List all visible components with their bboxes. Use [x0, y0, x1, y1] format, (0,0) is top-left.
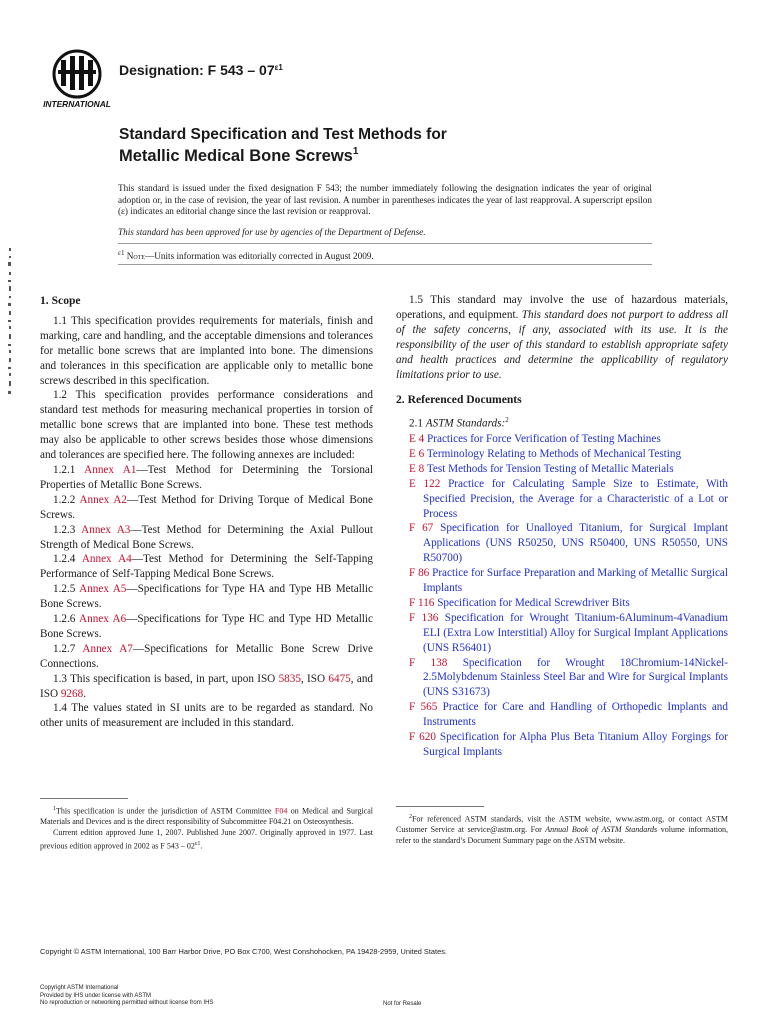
annex-num: 1.2.7 [53, 642, 76, 655]
ref-code[interactable]: F 138 [409, 656, 448, 669]
editorial-note [118, 249, 374, 261]
ref-item[interactable] [409, 566, 728, 596]
ref-code[interactable]: F 136 [409, 611, 439, 624]
ref-title[interactable]: Practice for Calculating Sample Size to Estimate, With Specified Precision, the Average for a Characteristic of a Lot or Process [423, 477, 728, 520]
not-for-resale: Not for Resale [383, 1001, 422, 1007]
iso-link[interactable]: 5835 [278, 672, 301, 685]
ref-code[interactable]: E 4 [409, 432, 425, 445]
ref-title[interactable]: Practice for Surface Preparation and Marking of Metallic Surgical Implants [423, 567, 728, 595]
page-title [119, 126, 447, 166]
p13-text: , and ISO [40, 672, 374, 700]
ref-item[interactable] [409, 700, 728, 730]
astm-logo [40, 48, 114, 110]
ref-title[interactable]: Test Methods for Tension Testing of Metallic Materials [426, 462, 674, 475]
ref-title[interactable]: Specification for Unalloyed Titanium, for Surgical Implant Applications (UNS R50250, UNS R50400, UNS R50550, UNS R50700) [423, 522, 729, 565]
ref-code[interactable]: F 67 [409, 522, 434, 535]
p13-text: , ISO [300, 672, 329, 685]
ref-code[interactable]: E 122 [409, 477, 441, 490]
logo-label: INTERNATIONAL [43, 99, 111, 109]
ref-item[interactable] [409, 611, 728, 656]
designation-epsilon: ε1 [274, 63, 283, 72]
annex-item [40, 463, 373, 493]
ref-code[interactable]: E 6 [409, 447, 425, 460]
designation [119, 62, 283, 78]
iso-link[interactable]: 6475 [328, 672, 351, 685]
note-mark: ε1 [118, 249, 125, 257]
footnote-1-para-b [40, 828, 373, 852]
footnote-2 [396, 812, 728, 847]
annex-num: 1.2.2 [53, 493, 76, 506]
paragraph-1-2: 1.2 This specification provides performance considerations and standard test methods for measuring mechanical properties in torsion of metallic bone screws that are implanted into bone. These test methods may also be applicable to other screws besides those whose dimensions and tolerances are specified here. The following annexes are included: [40, 389, 373, 462]
astm-standards-label [409, 413, 728, 432]
section-heading-refs: 2. Referenced Documents [396, 393, 522, 407]
ref-title[interactable]: Specification for Wrought Titanium-6Aluminum-4Vanadium ELI (Extra Low Interstitial) Alloy for Surgical Implant Applications (UNS R56401) [423, 611, 728, 654]
annex-link[interactable]: Annex A2 [79, 493, 127, 506]
ref-code[interactable]: F 86 [409, 567, 430, 580]
ihs-line: No reproduction or networking permitted without license from IHS [40, 1000, 214, 1007]
footnote-1-para-a [40, 804, 373, 828]
side-watermark [6, 248, 14, 398]
annex-item [40, 582, 373, 612]
ref-list [409, 432, 728, 760]
ref-item[interactable] [409, 462, 728, 477]
note-text: —Units information was editorially corrected in August 2009. [145, 251, 374, 262]
ref-item[interactable] [409, 596, 728, 611]
footnote-mark: 1 [53, 806, 56, 812]
footnote-divider [40, 798, 128, 799]
annex-item [40, 552, 373, 582]
footnote-1 [40, 804, 373, 852]
ref-title[interactable]: Specification for Alpha Plus Beta Titanium Alloy Forgings for Surgical Implants [423, 731, 729, 759]
ref-item[interactable] [409, 477, 728, 522]
designation-text: Designation: F 543 – 07 [119, 62, 275, 78]
title-line-2 [119, 146, 447, 166]
ihs-line: Provided by IHS under license with ASTM [40, 992, 152, 999]
ref-item[interactable] [409, 432, 728, 447]
paragraph-1-5 [396, 293, 728, 382]
annex-text: —Test Method for Determining the Self-Tapping Performance of Self-Tapping Medical Bone Screws. [40, 553, 373, 581]
annex-link[interactable]: Annex A1 [84, 463, 137, 476]
section-heading-scope: 1. Scope [40, 294, 81, 307]
note-label: Note [126, 251, 146, 262]
fn-text: For referenced ASTM standards, visit the ASTM website, www.astm.org, or contact ASTM Customer Service at service@astm.org. For [396, 814, 728, 835]
ref-code[interactable]: F 565 [409, 701, 438, 714]
paragraph-1-3 [40, 672, 373, 702]
sub-num: 2.1 [409, 418, 426, 431]
ref-item[interactable] [409, 730, 728, 760]
annex-text: —Specifications for Type HC and Type HD Metallic Bone Screws. [40, 613, 373, 640]
annex-text: —Specifications for Metallic Bone Screw Drive Connections. [40, 642, 373, 670]
ihs-line: Copyright ASTM International [40, 985, 119, 991]
p15-italic: This standard does not purport to address all of the safety concerns, if any, associated with its use. It is the responsibility of the user of this standard to establish appropriate safety and health practices and determine the applicability of regulatory limitations prior to use. [396, 308, 729, 381]
right-column [396, 292, 728, 760]
ref-item[interactable] [409, 521, 728, 566]
annex-item [40, 523, 373, 553]
fn-text: . [200, 841, 203, 851]
annex-link[interactable]: Annex A7 [82, 642, 133, 655]
fn-text: on Medical and Surgical Materials and Devices and is the direct responsibility of Subcommittee F04.21 on Osteosynthesis. [40, 806, 374, 827]
annex-link[interactable]: Annex A6 [79, 613, 127, 626]
title-line-1: Standard Specification and Test Methods for [119, 126, 447, 143]
annex-item [40, 493, 373, 523]
p13-text: 1.3 This specification is based, in part, upon ISO [53, 672, 279, 685]
annex-num: 1.2.4 [53, 553, 76, 566]
ref-title[interactable]: Terminology Relating to Methods of Mechanical Testing [426, 447, 682, 460]
ref-title[interactable]: Specification for Medical Screwdriver Bits [437, 596, 630, 609]
p13-text: . [83, 687, 86, 700]
annex-num: 1.2.1 [53, 463, 76, 476]
title-line-2-text: Metallic Medical Bone Screws [119, 147, 353, 165]
fn-italic: Annual Book of ASTM Standards [545, 825, 658, 835]
annex-num: 1.2.6 [53, 613, 76, 626]
iso-link[interactable]: 9268 [60, 687, 84, 700]
fn-text: This specification is under the jurisdiction of ASTM Committee [56, 806, 275, 816]
annex-num: 1.2.3 [53, 523, 76, 536]
annex-num: 1.2.5 [53, 583, 76, 596]
committee-link[interactable]: F04 [274, 806, 288, 816]
annex-text: —Specifications for Type HA and Type HB Metallic Bone Screws. [40, 583, 373, 611]
annex-item [40, 612, 373, 642]
ref-title[interactable]: Specification for Wrought 18Chromium-14Nickel-2.5Molybdenum Stainless Steel Bar and Wire for Surgical Implants (UNS S31673) [423, 656, 728, 699]
approval-statement: This standard has been approved for use by agencies of the Department of Defense. [118, 227, 426, 237]
divider [118, 264, 652, 265]
copyright-line: Copyright © ASTM International, 100 Barr Harbor Drive, PO Box C700, West Conshohocken, PA 19428-2959, United States. [40, 947, 447, 956]
ref-title[interactable]: Practice for Care and Handling of Orthopedic Implants and Instruments [423, 701, 728, 729]
left-column [40, 292, 373, 731]
ihs-license-block [40, 985, 213, 1008]
divider [118, 243, 652, 244]
footnote-mark: 2 [409, 814, 412, 820]
ref-item[interactable] [409, 656, 728, 701]
sub-label: ASTM Standards: [425, 418, 506, 431]
fn-text: volume information, refer to the standard’s Document Summary page on the ASTM website. [396, 825, 729, 846]
annex-link[interactable]: Annex A5 [79, 583, 127, 596]
annex-text: —Test Method for Driving Torque of Medical Bone Screws. [40, 493, 373, 521]
ref-code[interactable]: F 116 [409, 596, 435, 609]
ref-code[interactable]: E 8 [409, 462, 425, 475]
footnote-divider [396, 806, 484, 807]
footnote-2-para [396, 812, 728, 847]
intro-paragraph: This standard is issued under the fixed designation F 543; the number immediately following the designation indicates the year of original adoption or, in the case of revision, the year of last revision. A number in parentheses indicates the year of last reapproval. A superscript epsilon (ε) indicates an editorial change since the last revision or reapproval. [118, 183, 652, 217]
annex-item [40, 642, 373, 672]
annex-link[interactable]: Annex A4 [81, 553, 132, 566]
fn-text: Current edition approved June 1, 2007. Published June 2007. Originally approved in 1977. Last previous edition approved in 2002 as F 543 – 02 [40, 828, 373, 851]
annex-text: —Test Method for Determining the Axial Pullout Strength of Medical Bone Screws. [40, 523, 373, 551]
title-footnote-mark: 1 [352, 146, 359, 157]
ref-title[interactable]: Practices for Force Verification of Testing Machines [427, 432, 661, 445]
p15-text: 1.5 This standard may involve the use of hazardous materials, operations, and equipment. [396, 294, 728, 321]
paragraph-1-1: 1.1 This specification provides requirements for materials, finish and marking, care and handling, and the acceptable dimensions and tolerances for metallic bone screws that are implanted into bone. The dimensions and tolerances in this specification are applicable only to metallic bone screws described in this specification. [40, 314, 373, 387]
annex-link[interactable]: Annex A3 [81, 523, 131, 536]
ref-item[interactable] [409, 447, 728, 462]
paragraph-1-4: 1.4 The values stated in SI units are to be regarded as standard. No other units of measurement are included in this standard. [40, 702, 373, 730]
fn-sup: ε1 [194, 840, 201, 847]
ref-code[interactable]: F 620 [409, 731, 436, 744]
sub-sup: 2 [505, 416, 509, 425]
annex-text: —Test Method for Determining the Torsional Properties of Metallic Bone Screws. [40, 463, 373, 491]
